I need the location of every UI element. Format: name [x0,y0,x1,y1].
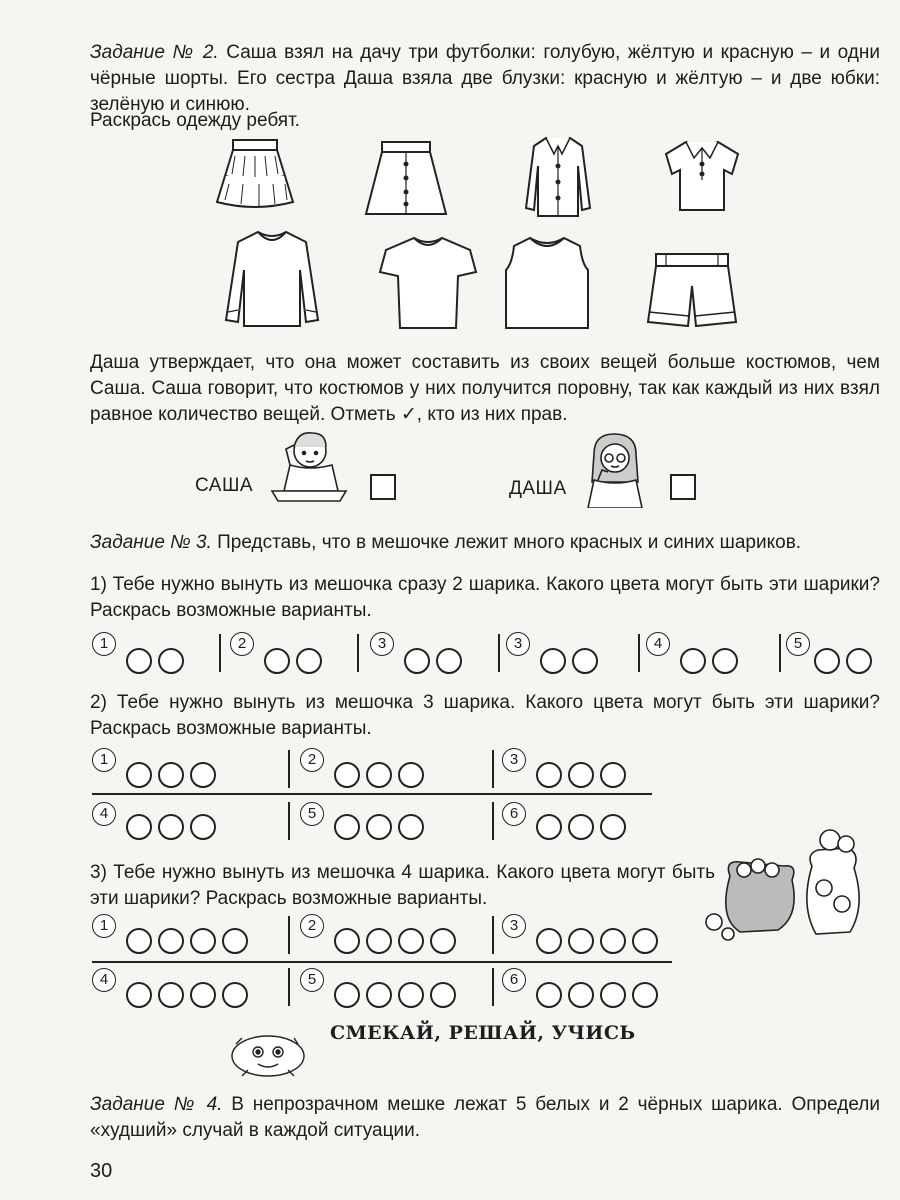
ball[interactable] [222,928,248,954]
t-shirt-long-sleeve-icon [222,226,322,332]
ball[interactable] [334,814,360,840]
ball[interactable] [404,648,430,674]
ball[interactable] [366,762,392,788]
divider [288,968,290,1006]
option-4-5 [300,968,490,1008]
option-3-4 [92,802,282,842]
option-3-6 [502,802,692,842]
task3-text [90,530,880,556]
option-number: 5 [300,802,324,826]
checkbox-sasha[interactable] [370,474,396,500]
option-2-5 [786,632,882,672]
ball[interactable] [568,814,594,840]
ball[interactable] [158,982,184,1008]
ball[interactable] [334,762,360,788]
separator-line [92,961,672,963]
task3-part1: 1) Тебе нужно вынуть из мешочка сразу 2 шарика. Какого цвета могут быть эти шарики? Раскрась возможные варианты. [90,574,880,621]
task2-body: Саша взял на дачу три футболки: голубую, жёлтую и красную – и одни чёрные шорты. Его сестра Даша взяла две блузки: красную и жёлтую – и две юбки: зелёную и синюю. [90,42,881,115]
ball[interactable] [126,762,152,788]
option-2-1 [92,632,222,672]
option-4-4 [92,968,282,1008]
option-number: 3 [502,748,526,772]
ball[interactable] [540,648,566,674]
ball[interactable] [846,648,872,674]
ball[interactable] [600,814,626,840]
option-4-1 [92,914,282,954]
blouse-long-sleeve-icon [524,132,592,220]
ball[interactable] [126,928,152,954]
ball[interactable] [126,648,152,674]
option-number: 2 [300,914,324,938]
ball[interactable] [190,928,216,954]
option-2-3b [506,632,636,672]
ball[interactable] [264,648,290,674]
option-number: 3 [370,632,394,656]
t-shirt-sleeveless-icon [500,232,594,332]
option-2-3 [370,632,500,672]
ball[interactable] [190,762,216,788]
divider [288,750,290,788]
options-four-balls-bottom [92,968,692,1008]
divider [357,634,359,672]
ball[interactable] [126,982,152,1008]
divider [219,634,221,672]
option-number: 5 [786,632,810,656]
ball[interactable] [158,648,184,674]
separator-line [92,793,652,795]
girl-thinking-icon [580,430,650,508]
numbers-mascot-icon [228,1030,308,1080]
ball[interactable] [572,648,598,674]
option-number: 1 [92,632,116,656]
ball[interactable] [190,982,216,1008]
option-4-2 [300,914,490,954]
divider [779,634,781,672]
divider [492,916,494,954]
divider [498,634,500,672]
ball[interactable] [568,928,594,954]
divider [288,916,290,954]
ball[interactable] [222,982,248,1008]
shorts-icon [642,250,742,334]
ball[interactable] [430,928,456,954]
option-number: 5 [300,968,324,992]
option-4-6 [502,968,692,1008]
ball[interactable] [568,762,594,788]
task4-label: Задание № 4. [90,1094,223,1115]
ball[interactable] [158,762,184,788]
ball[interactable] [334,982,360,1008]
bags-of-balls-icon [700,826,870,942]
options-two-balls [92,632,882,672]
task4-body: В непрозрачном мешке лежат 5 белых и 2 чёрных шарика. Определи «худший» случай в каждой ситуации. [90,1094,880,1141]
ball[interactable] [158,814,184,840]
option-number: 4 [92,968,116,992]
ball[interactable] [712,648,738,674]
ball[interactable] [568,982,594,1008]
option-2-2 [230,632,360,672]
skirt-straight-icon [362,140,450,218]
option-3-5 [300,802,490,842]
ball[interactable] [398,814,424,840]
ball[interactable] [600,928,626,954]
option-number: 4 [92,802,116,826]
t-shirt-icon [376,232,480,332]
ball[interactable] [398,928,424,954]
page-number: 30 [90,1160,113,1182]
option-number: 6 [502,968,526,992]
task3-body: Представь, что в мешочке лежит много красных и синих шариков. [211,532,802,553]
option-number: 2 [300,748,324,772]
ball[interactable] [632,982,658,1008]
option-number: 3 [506,632,530,656]
options-four-balls-top [92,914,692,954]
name-dasha: ДАША [509,478,567,499]
option-3-1 [92,748,282,788]
option-number: 6 [502,802,526,826]
ball[interactable] [600,762,626,788]
task3-part3: 3) Тебе нужно вынуть из мешочка 4 шарика. Какого цвета могут быть эти шарики? Раскрась возможные варианты. [90,862,715,909]
ball[interactable] [398,762,424,788]
option-4-3 [502,914,692,954]
ball[interactable] [158,928,184,954]
task3-part2: 2) Тебе нужно вынуть из мешочка 3 шарика. Какого цвета могут быть эти шарики? Раскрась возможные варианты. [90,692,880,739]
ball[interactable] [632,928,658,954]
divider [638,634,640,672]
ball[interactable] [600,982,626,1008]
blouse-collar-icon [658,134,746,214]
ball[interactable] [366,982,392,1008]
ball[interactable] [334,928,360,954]
option-number: 3 [502,914,526,938]
ball[interactable] [366,814,392,840]
task3-label: Задание № 3. [90,532,212,553]
ball[interactable] [430,982,456,1008]
option-number: 1 [92,748,116,772]
task2-instruction: Раскрась одежду ребят. [90,110,300,131]
ball[interactable] [398,982,424,1008]
skirt-ruffled-icon [215,136,295,216]
option-number: 2 [230,632,254,656]
ball[interactable] [126,814,152,840]
options-three-balls-top [92,748,692,788]
ball[interactable] [680,648,706,674]
task2-question: Даша утверждает, что она может составить из своих вещей больше костюмов, чем Саша. Саша говорит, что костюмов у них получится поровну, так как каждый из них взял равное количество вещей. Отметь ✓, кто из них прав. [90,352,880,425]
ball[interactable] [366,928,392,954]
divider [492,968,494,1006]
divider [288,802,290,840]
divider [492,750,494,788]
option-3-2 [300,748,490,788]
task2-text [90,40,880,118]
ball[interactable] [536,928,562,954]
option-number: 1 [92,914,116,938]
divider [492,802,494,840]
ball[interactable] [814,648,840,674]
boy-thinking-icon [268,425,350,507]
ball[interactable] [536,814,562,840]
option-3-3 [502,748,692,788]
task2-label: Задание № 2. [90,42,219,63]
section-heading: СМЕКАЙ, РЕШАЙ, УЧИСЬ [330,1022,636,1044]
options-three-balls-bottom [92,802,692,842]
ball[interactable] [436,648,462,674]
checkbox-dasha[interactable] [670,474,696,500]
option-number: 4 [646,632,670,656]
ball[interactable] [536,762,562,788]
ball[interactable] [190,814,216,840]
task4-text [90,1092,880,1144]
ball[interactable] [296,648,322,674]
name-sasha: САША [195,475,254,496]
option-2-4 [646,632,776,672]
ball[interactable] [536,982,562,1008]
